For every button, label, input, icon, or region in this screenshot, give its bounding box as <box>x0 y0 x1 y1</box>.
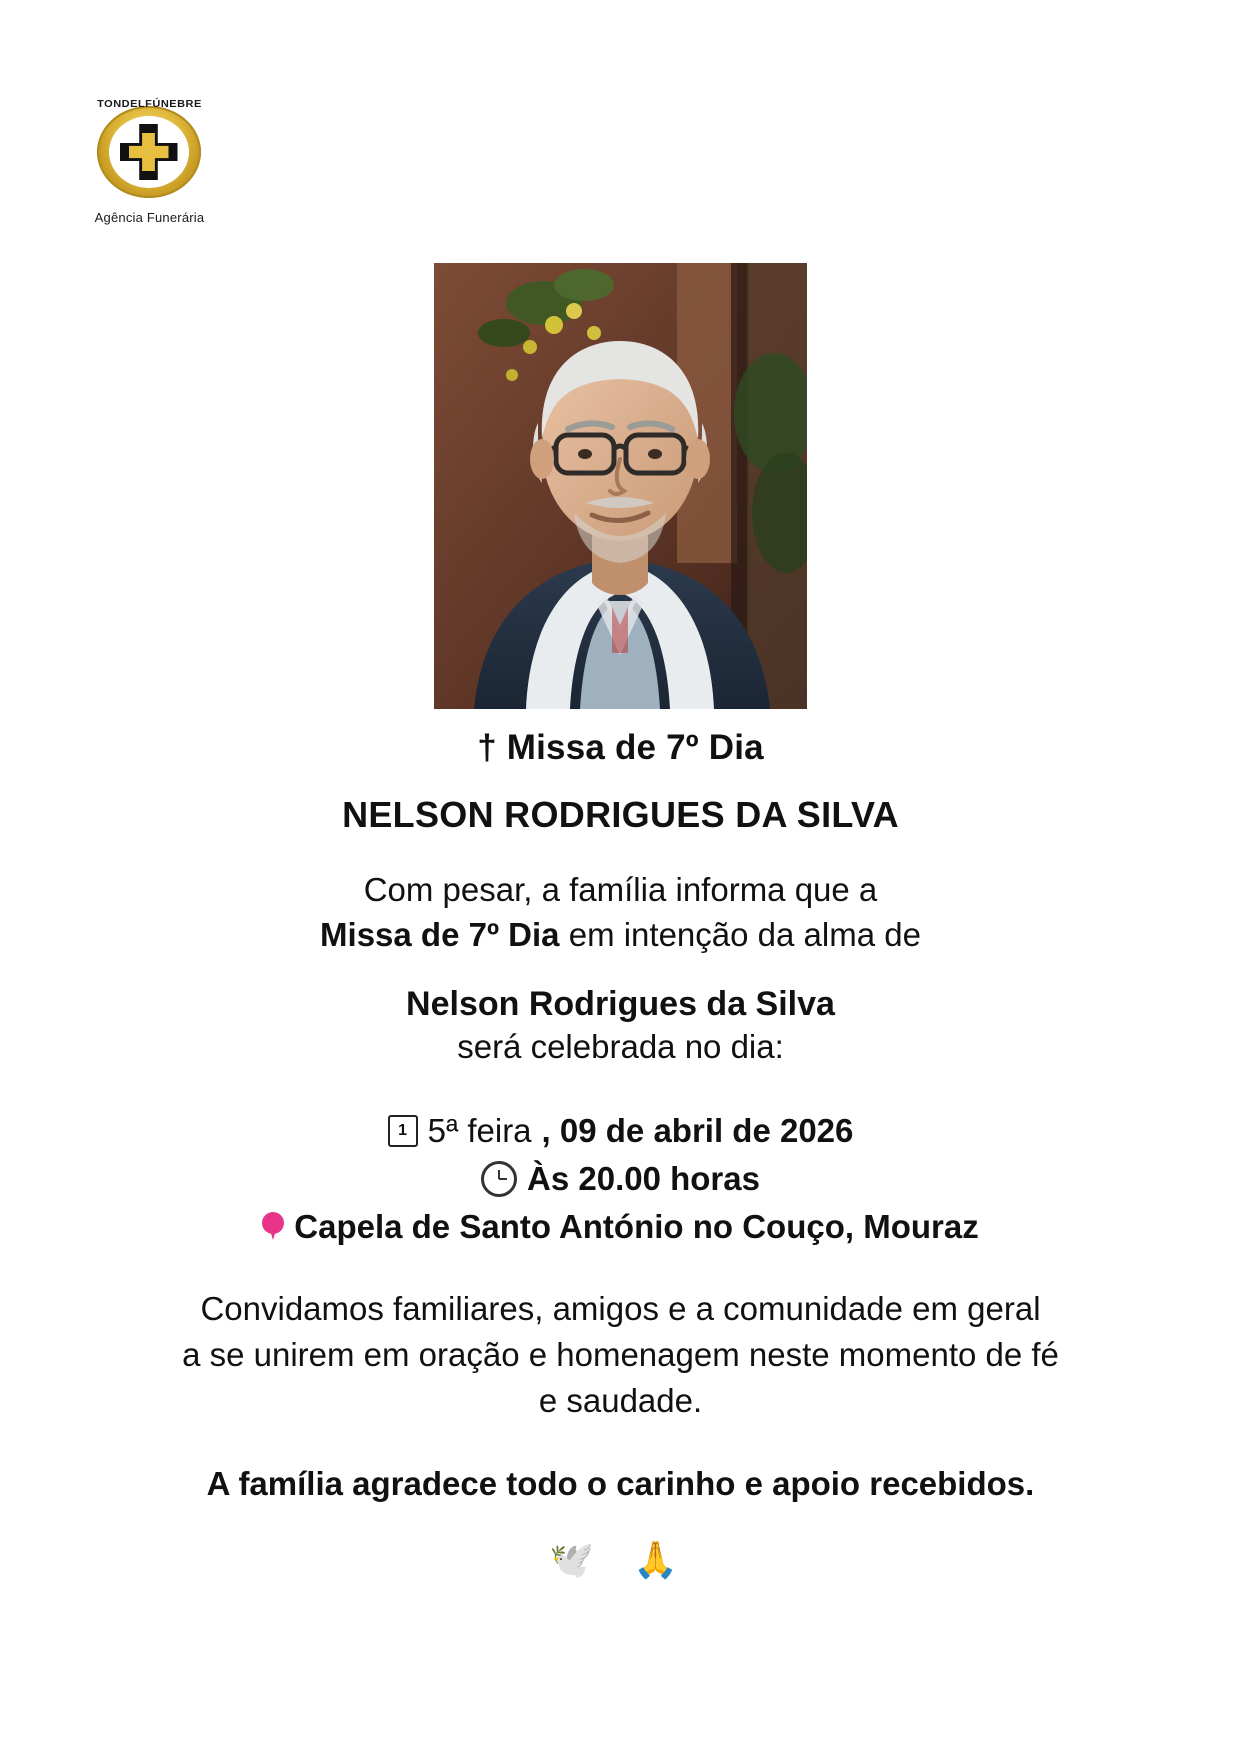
thanks-message: A família agradece todo o carinho e apoio recebidos. <box>206 1464 1035 1502</box>
invitation-paragraph <box>60 1286 1181 1425</box>
invitation-line-3: e saudade. <box>538 1382 703 1420</box>
intro-paragraph <box>60 868 1181 957</box>
logo-badge <box>89 98 211 206</box>
funeral-agency-logo <box>82 98 217 238</box>
clock-icon <box>481 1161 517 1197</box>
logo-brand-text: TONDELFÚNEBRE <box>97 98 202 110</box>
intro-line-2-bold: Missa de 7º Dia <box>320 915 560 953</box>
deceased-portrait-photo <box>434 263 807 709</box>
intro-line-1: Com pesar, a família informa que a <box>363 871 878 908</box>
invitation-line-2: a se unirem em oração e homenagem neste momento de fé <box>182 1336 1059 1374</box>
announcement-content <box>60 728 1181 1581</box>
calendar-icon: 1 <box>388 1115 418 1147</box>
event-time <box>60 1160 1181 1198</box>
event-date <box>60 1112 1181 1150</box>
intro-line-2 <box>60 913 1181 958</box>
invitation-line-1: Convidamos familiares, amigos e a comunidade em geral <box>200 1290 1041 1328</box>
event-weekday: 5ª feira <box>427 1112 532 1150</box>
event-time-value: Às 20.00 horas <box>527 1160 760 1198</box>
page-title: † Missa de 7º Dia <box>477 728 764 767</box>
dove-and-praying-hands-icons: 🕊️ 🙏 <box>548 1539 693 1581</box>
deceased-name-strong: Nelson Rodrigues da Silva <box>406 985 835 1024</box>
event-location <box>60 1208 1181 1246</box>
event-date-value: , 09 de abril de 2026 <box>541 1112 854 1150</box>
location-pin-icon <box>262 1212 284 1242</box>
cross-icon-inner <box>129 133 169 171</box>
logo-subtitle: Agência Funerária <box>94 210 205 225</box>
deceased-name-heading: NELSON RODRIGUES DA SILVA <box>342 794 899 835</box>
celebration-subline: será celebrada no dia: <box>457 1028 784 1066</box>
logo-inner-circle <box>109 116 189 188</box>
intro-line-2-rest: em intenção da alma de <box>559 915 921 953</box>
event-location-value: Capela de Santo António no Couço, Mouraz <box>294 1208 979 1246</box>
portrait-illustration <box>434 263 807 709</box>
